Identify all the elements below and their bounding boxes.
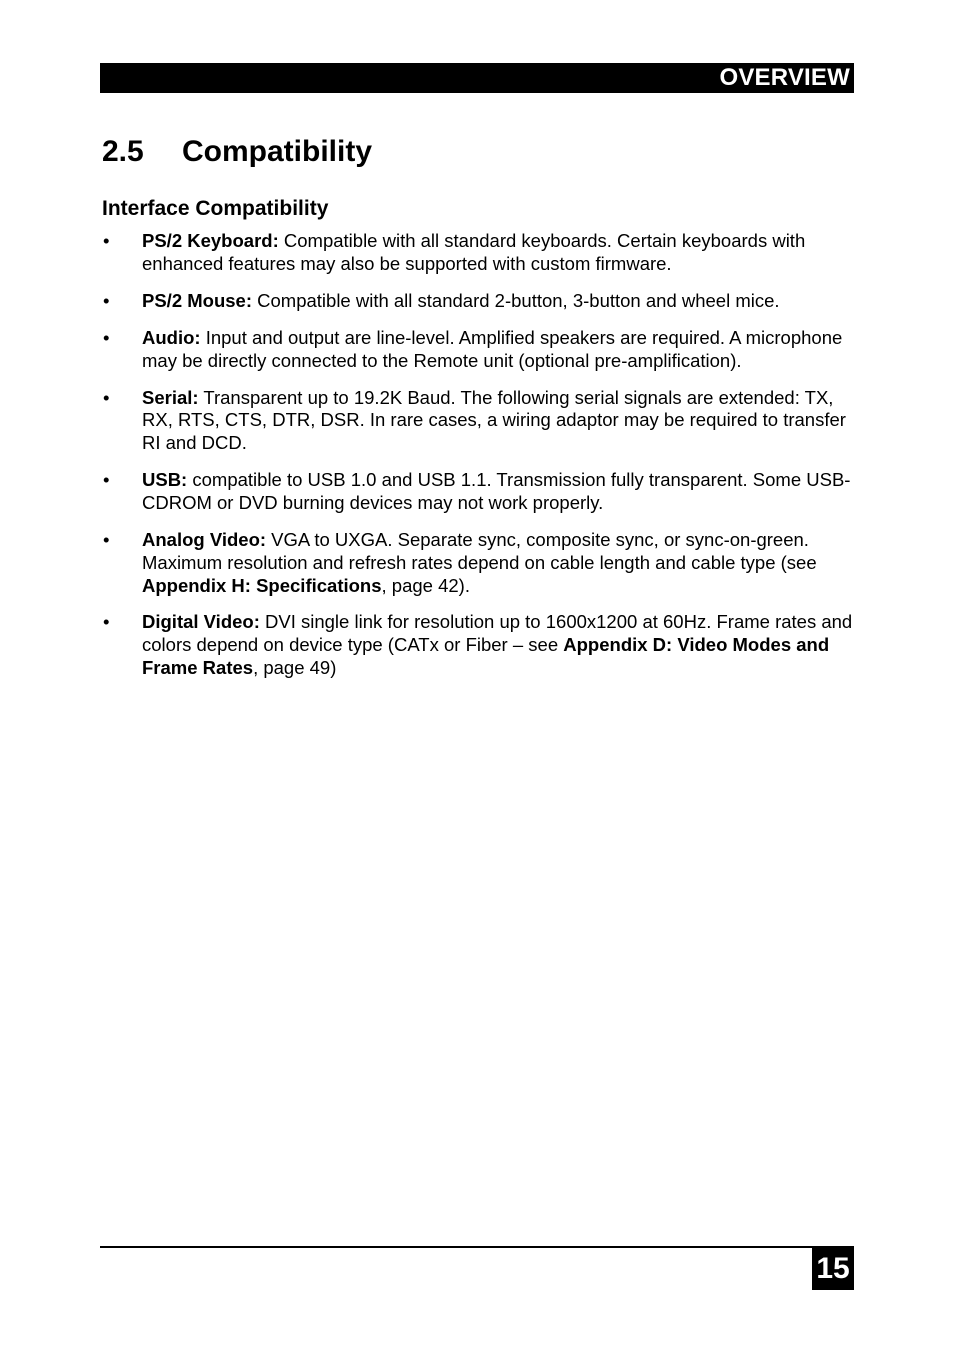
item-text: VGA to UXGA. Separate sync, composite sync, or sync-on-green. Maximum resolution and refresh rates depend on cable length and cable type (see xyxy=(142,528,817,573)
appendix-d-reference: Appendix D: Video Modes and Frame Rates xyxy=(142,634,830,679)
header-bar xyxy=(100,63,854,93)
list-item-audio xyxy=(0,327,854,373)
item-text: Compatible with all standard 2-button, 3-button and wheel mice. xyxy=(252,289,780,311)
section-title-text: Compatibility xyxy=(182,135,373,168)
item-term: Audio: xyxy=(142,326,201,348)
list-item-analog-video xyxy=(0,529,854,597)
item-text-after: , page 49) xyxy=(253,657,337,679)
bullet-icon: • xyxy=(103,611,110,633)
item-text: DVI single link for resolution up to 1600x1200 at 60Hz. Frame rates and colors depend on device type (CATx or Fiber – see xyxy=(142,611,853,656)
item-term: USB: xyxy=(142,469,188,491)
item-term: Serial: xyxy=(142,386,199,408)
page-number-box xyxy=(812,1248,854,1290)
subheading-interface-compatibility: Interface Compatibility xyxy=(102,197,329,220)
bullet-icon: • xyxy=(103,469,110,491)
bullet-icon: • xyxy=(103,326,110,348)
footer-rule xyxy=(100,1246,854,1248)
list-item-serial xyxy=(0,387,854,455)
bullet-icon: • xyxy=(103,386,110,408)
item-text: Compatible with all standard keyboards. Certain keyboards with enhanced features may also be supported with custom firmware. xyxy=(142,230,806,274)
item-term: PS/2 Mouse: xyxy=(142,289,252,311)
bullet-icon: • xyxy=(103,289,110,311)
bullet-icon: • xyxy=(103,230,110,251)
section-number: 2.5 xyxy=(102,135,144,168)
page-number: 15 xyxy=(816,1252,850,1285)
appendix-h-reference: Appendix H: Specifications xyxy=(142,574,382,596)
item-term: Digital Video: xyxy=(142,611,260,633)
item-text: Transparent up to 19.2K Baud. The following serial signals are extended: TX, RX, RTS, CTS, DTR, DSR. In rare cases, a wiring adaptor may be required to transfer RI and DCD. xyxy=(142,386,846,454)
item-term: PS/2 Keyboard: xyxy=(142,230,279,251)
list-item-digital-video xyxy=(0,611,854,679)
item-text-after: , page 42). xyxy=(381,574,470,596)
list-item-ps2-keyboard xyxy=(0,230,854,276)
compatibility-list xyxy=(0,230,954,694)
header-title: OVERVIEW xyxy=(719,64,850,91)
item-term: Analog Video: xyxy=(142,528,267,550)
bullet-icon: • xyxy=(103,528,110,550)
item-text: compatible to USB 1.0 and USB 1.1. Transmission fully transparent. Some USB-CDROM or DVD burning devices may not work properly. xyxy=(142,469,851,513)
list-item-usb xyxy=(0,469,854,515)
list-item-ps2-mouse xyxy=(0,290,854,313)
item-text: Input and output are line-level. Amplified speakers are required. A microphone may be directly connected to the Remote unit (optional pre-amplification). xyxy=(142,326,843,371)
section-title xyxy=(102,133,372,171)
